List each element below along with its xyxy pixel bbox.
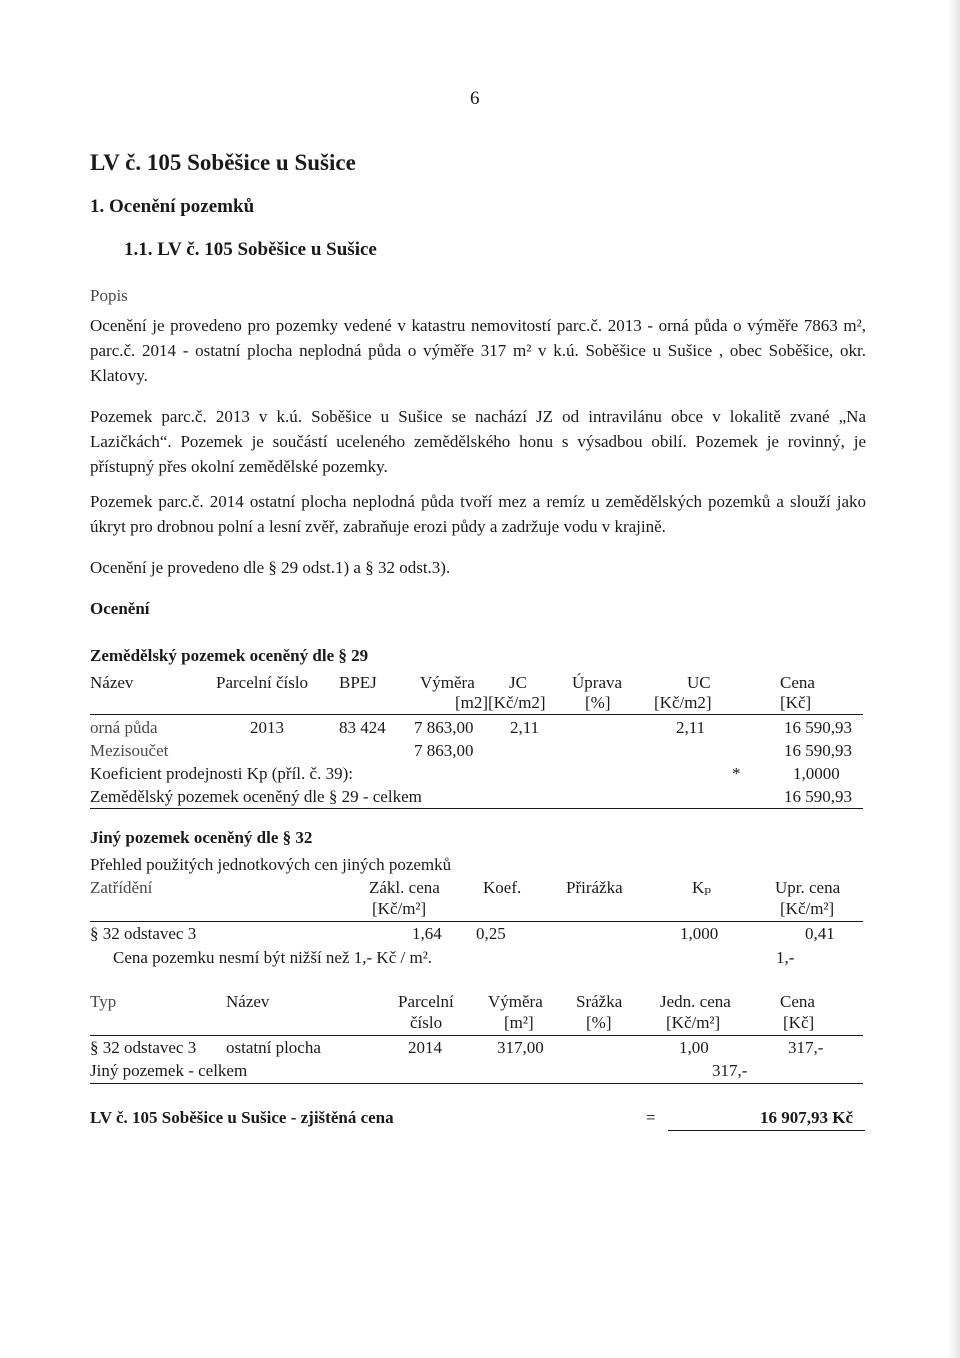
- t2-note: Cena pozemku nesmí být nižší než 1,- Kč / m².: [113, 948, 433, 967]
- t1-total-label: Zemědělský pozemek oceněný dle § 29 - celkem: [90, 787, 422, 806]
- t1-mezisoucet-cena: 16 590,93: [784, 741, 852, 760]
- t1-row1-nazev: orná půda: [90, 718, 158, 737]
- t3-total-rule: [90, 1083, 863, 1084]
- t2-header-kp: Kₚ: [692, 878, 712, 897]
- t3-header-jedn: Jedn. cena: [660, 992, 731, 1011]
- page-title: LV č. 105 Soběšice u Sušice: [90, 150, 356, 175]
- t2-header-zakl: Zákl. cena: [369, 878, 440, 897]
- t2-row1-zatrideni: § 32 odstavec 3: [90, 924, 197, 943]
- t1-header-jc: JC: [509, 673, 527, 692]
- t2-header-rule: [90, 921, 863, 922]
- t2-header-zatrideni: Zatřídění: [90, 878, 153, 897]
- t1-total-rule: [90, 808, 863, 809]
- t3-row1-nazev: ostatní plocha: [226, 1038, 321, 1057]
- t1-header-vymera-unit: [m2]: [455, 693, 489, 712]
- t1-header-nazev: Název: [90, 673, 134, 692]
- t2-row1-zakl: 1,64: [412, 924, 442, 943]
- final-price-equals: =: [646, 1108, 656, 1127]
- final-price-label: LV č. 105 Soběšice u Sušice - zjištěná cena: [90, 1108, 394, 1127]
- t2-row1-koef: 0,25: [476, 924, 506, 943]
- final-price-value: 16 907,93 Kč: [760, 1108, 854, 1127]
- popis-heading: Popis: [90, 286, 128, 305]
- t1-koef-star: *: [732, 764, 741, 783]
- paragraph-4: Ocenění je provedeno dle § 29 odst.1) a § 32 odst.3).: [90, 558, 451, 577]
- t1-header-vymera: Výměra: [420, 673, 475, 692]
- t2-header-prirazka: Přirážka: [566, 878, 623, 897]
- t3-row1-parcela: 2014: [408, 1038, 442, 1057]
- t1-row1-uc: 2,11: [676, 718, 706, 737]
- t1-row1-parcela: 2013: [250, 718, 284, 737]
- oceneni-heading: Ocenění: [90, 599, 150, 618]
- t2-header-upr-unit: [Kč/m²]: [780, 899, 835, 918]
- table2-subheading: Přehled použitých jednotkových cen jiných pozemků: [90, 855, 452, 874]
- t1-header-parcelni: Parcelní číslo: [216, 673, 309, 692]
- section-heading-1-1: 1.1. LV č. 105 Soběšice u Sušice: [124, 239, 377, 260]
- t2-row1-kp: 1,000: [680, 924, 719, 943]
- t1-total-value: 16 590,93: [784, 787, 852, 806]
- t3-total-label: Jiný pozemek - celkem: [90, 1061, 248, 1080]
- t3-header-srazka-unit: [%]: [586, 1013, 612, 1032]
- t1-row1-jc: 2,11: [510, 718, 540, 737]
- t1-row1-vymera: 7 863,00: [414, 718, 474, 737]
- t1-header-uc: UC: [687, 673, 711, 692]
- final-price-rule: [668, 1130, 865, 1131]
- t3-header-vymera-unit: [m²]: [504, 1013, 534, 1032]
- t3-header-cena-unit: [Kč]: [783, 1013, 815, 1032]
- t2-note-value: 1,-: [776, 948, 795, 967]
- t1-header-cena-unit: [Kč]: [780, 693, 812, 712]
- t3-total-value: 317,-: [712, 1061, 748, 1080]
- table1-heading: Zemědělský pozemek oceněný dle § 29: [90, 646, 369, 665]
- t3-header-parcelni-2: číslo: [410, 1013, 443, 1032]
- t1-header-uc-unit: [Kč/m2]: [654, 693, 712, 712]
- t3-header-cena: Cena: [780, 992, 815, 1011]
- t3-header-srazka: Srážka: [576, 992, 623, 1011]
- t1-header-rule: [90, 714, 863, 715]
- t2-row1-upr: 0,41: [805, 924, 835, 943]
- t1-header-uprava: Úprava: [572, 673, 623, 692]
- t3-header-parcelni: Parcelní: [398, 992, 454, 1011]
- t3-row1-jedn: 1,00: [679, 1038, 709, 1057]
- section-heading-1: 1. Ocenění pozemků: [90, 196, 255, 217]
- t3-header-jedn-unit: [Kč/m²]: [666, 1013, 721, 1032]
- t3-row1-cena: 317,-: [788, 1038, 824, 1057]
- t1-header-jc-unit: [Kč/m2]: [488, 693, 546, 712]
- t3-header-rule: [90, 1035, 863, 1036]
- t1-header-uprava-unit: [%]: [585, 693, 611, 712]
- t3-row1-typ: § 32 odstavec 3: [90, 1038, 197, 1057]
- t1-mezisoucet-label: Mezisoučet: [90, 741, 169, 760]
- t3-header-nazev: Název: [226, 992, 270, 1011]
- t2-header-upr: Upr. cena: [775, 878, 841, 897]
- t1-koef-value: 1,0000: [793, 764, 840, 783]
- t2-header-zakl-unit: [Kč/m²]: [372, 899, 427, 918]
- t1-koef-label: Koeficient prodejnosti Kp (příl. č. 39):: [90, 764, 353, 783]
- t1-row1-cena: 16 590,93: [784, 718, 852, 737]
- t1-row1-bpej: 83 424: [339, 718, 386, 737]
- scan-edge-shadow: [948, 0, 960, 1358]
- t3-row1-vymera: 317,00: [497, 1038, 544, 1057]
- paragraph-1: [90, 313, 866, 388]
- table2-heading: Jiný pozemek oceněný dle § 32: [90, 828, 313, 847]
- paragraph-3: [90, 489, 866, 539]
- t3-header-typ: Typ: [90, 992, 117, 1011]
- paragraph-3-text: Pozemek parc.č. 2014 ostatní plocha neplodná půda tvoří mez a remíz u zemědělských pozemků a slouží jako úkryt pro drobnou polní a lesní zvěř, zabraňuje erozi půdy a zadržuje vodu v krajině.: [90, 492, 866, 536]
- t2-header-koef: Koef.: [483, 878, 522, 897]
- t3-header-vymera: Výměra: [488, 992, 543, 1011]
- t1-header-cena: Cena: [780, 673, 815, 692]
- paragraph-2-text: Pozemek parc.č. 2013 v k.ú. Soběšice u Sušice se nachází JZ od intravilánu obce v lokalitě zvané „Na Lazičkách“. Pozemek je součástí uceleného zemědělského honu s výsadbou obilí. Pozemek je rovinný, je přístupný přes okolní zemědělské pozemky.: [90, 407, 866, 476]
- t1-header-bpej: BPEJ: [339, 673, 377, 692]
- paragraph-1-text: Ocenění je provedeno pro pozemky vedené v katastru nemovitostí parc.č. 2013 - orná půda o výměře 7863 m², parc.č. 2014 - ostatní plocha neplodná půda o výměře 317 m² v k.ú. Soběšice u Sušice , obec Soběšice, okr. Klatovy.: [90, 316, 866, 385]
- t1-mezisoucet-vymera: 7 863,00: [414, 741, 474, 760]
- paragraph-2: [90, 404, 866, 479]
- page-number: 6: [470, 88, 480, 109]
